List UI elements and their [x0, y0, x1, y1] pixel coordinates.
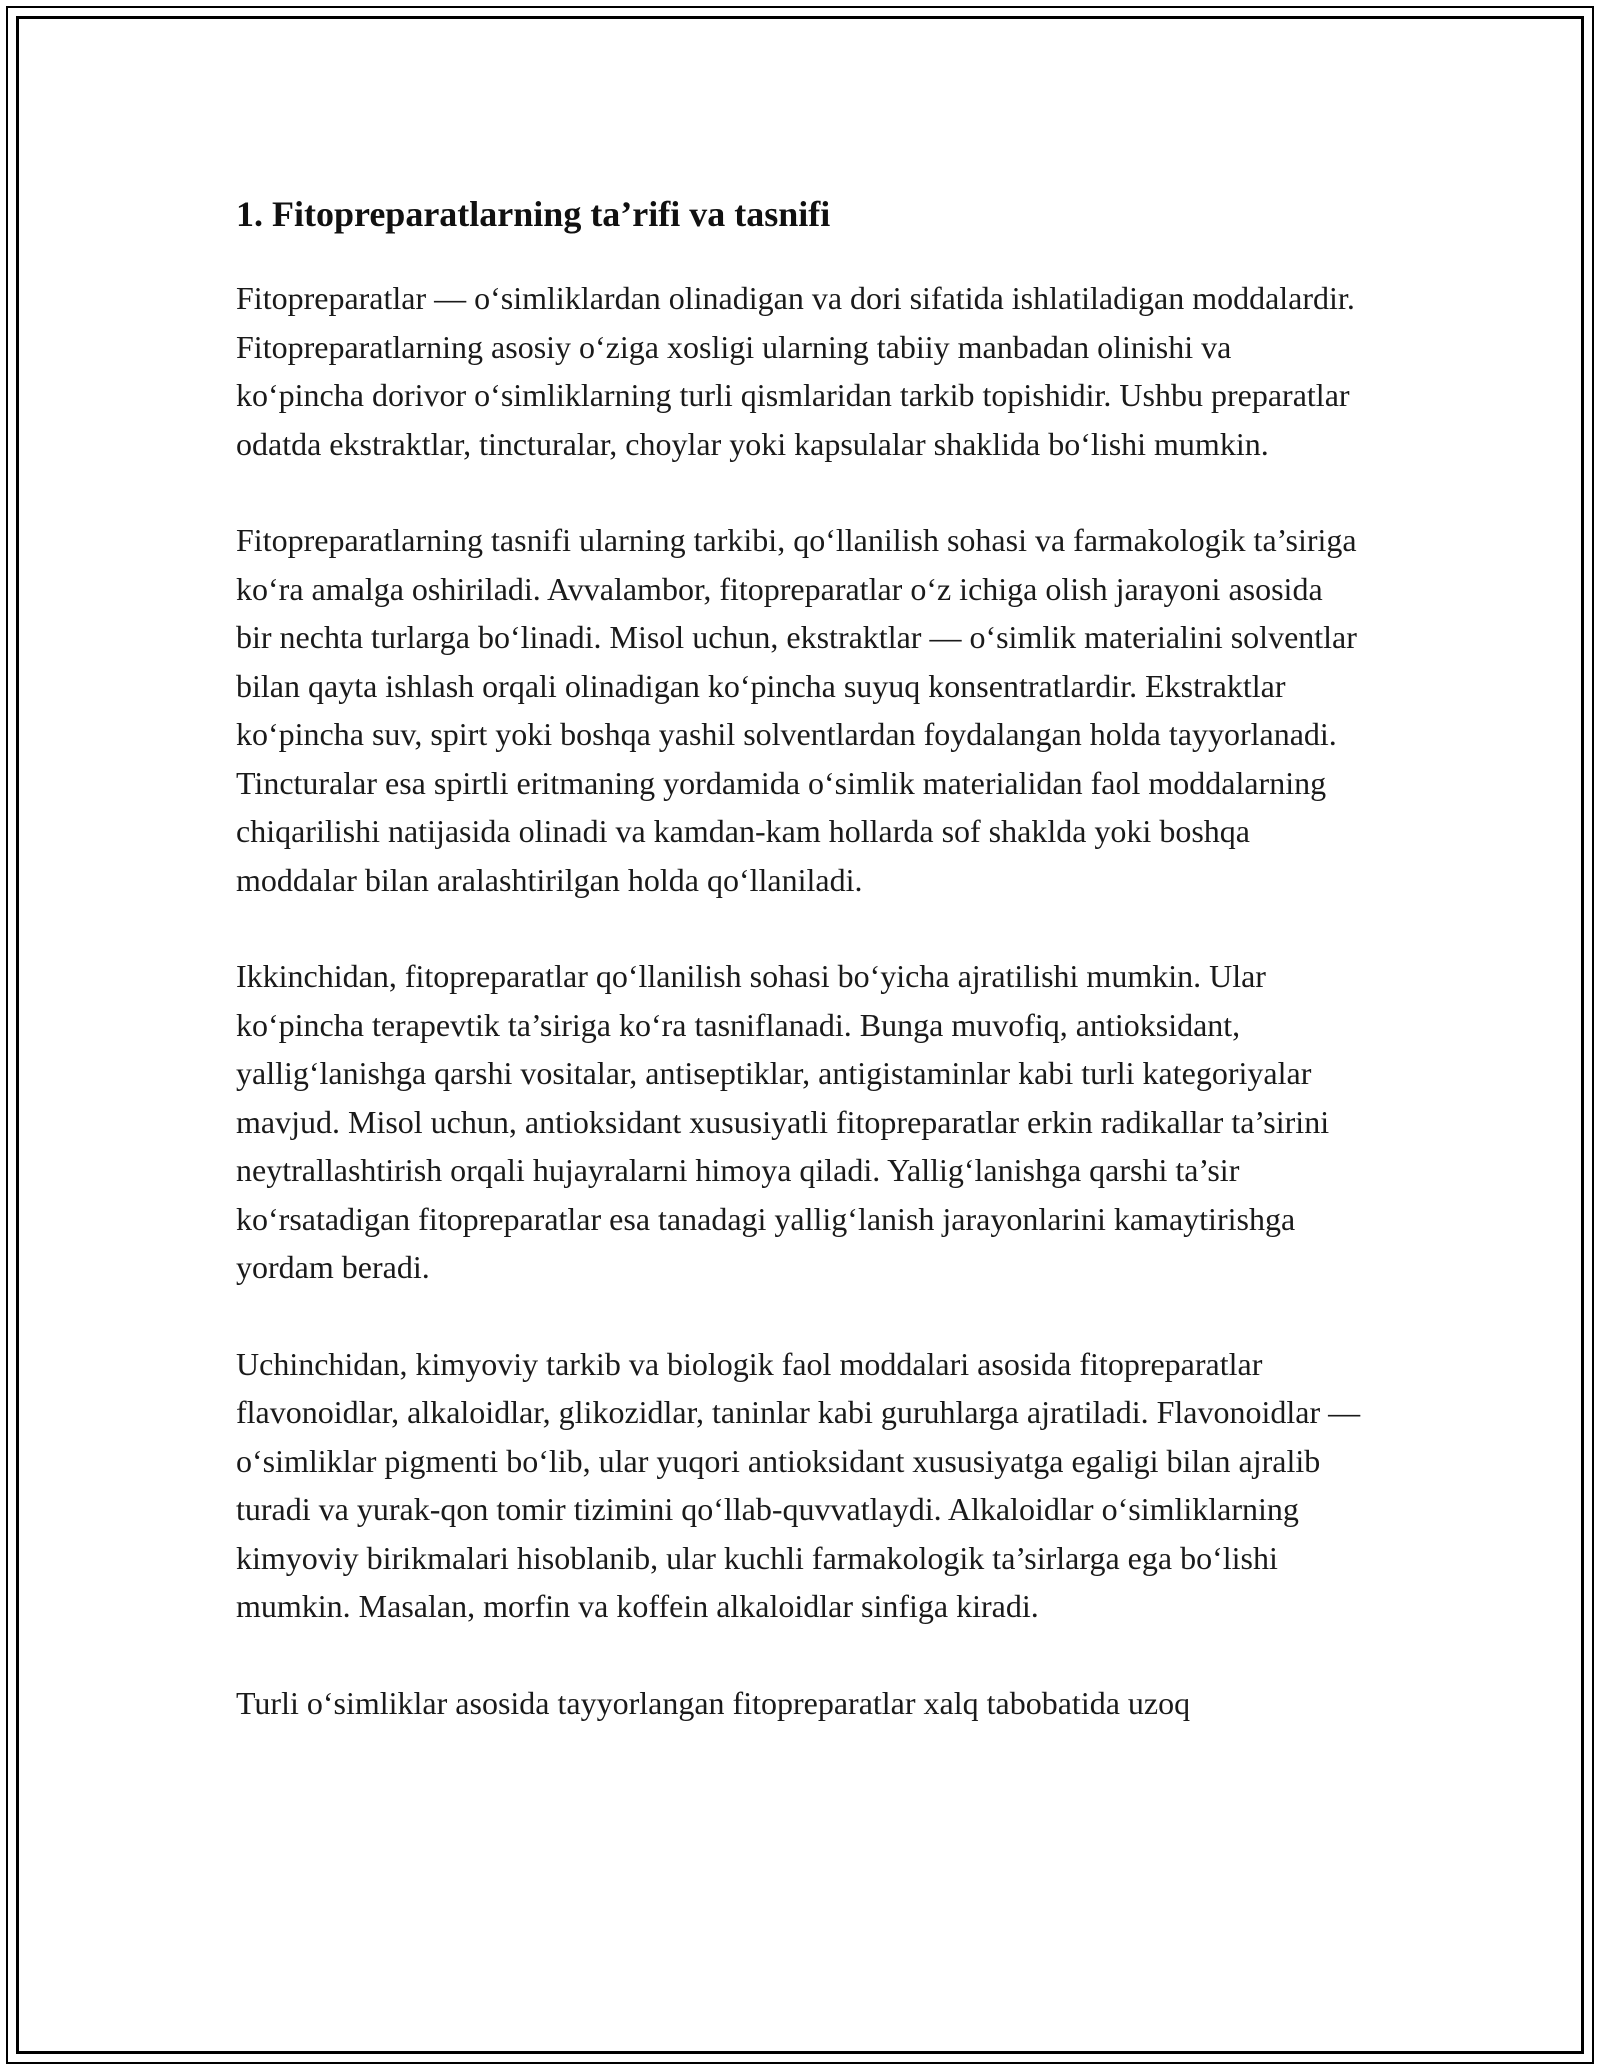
- paragraph-chemical-composition: Uchinchidan, kimyoviy tarkib va biologik faol moddalari asosida fitopreparatlar flavonoidlar, alkaloidlar, glikozidlar, taninlar kabi guruhlarga ajratiladi. Flavonoidlar — o‘simliklar pigmenti bo‘lib, ular yuqori antioksidant xususiyatga egaligi bilan ajralib turadi va yurak-qon tomir tizimini qo‘llab-quvvatlaydi. Alkaloidlar o‘simliklarning kimyoviy birikmalari hisoblanib, ular kuchli farmakologik ta’sirlarga ega bo‘lishi mumkin. Masalan, morfin va koffein alkaloidlar sinfiga kiradi.: [236, 1345, 1361, 1624]
- paragraph-classification: Fitopreparatlarning tasnifi ularning tarkibi, qo‘llanilish sohasi va farmakologik ta’siriga ko‘ra amalga oshiriladi. Avvalambor, fitopreparatlar o‘z ichiga olish jarayoni asosida bir nechta turlarga bo‘linadi. Misol uchun, ekstraktlar — o‘simlik materialini solventlar bilan qayta ishlash orqali olinadigan ko‘pincha suyuq konsentratlardir. Ekstraktlar ko‘pincha suv, spirt yoki boshqa yashil solventlardan foydalangan holda tayyorlanadi. Tincturalar esa spirtli eritmaning yordamida o‘simlik materialidan faol moddalarning chiqarilishi natijasida olinadi va kamdan-kam hollarda sof shakldа yoki boshqa moddalar bilan aralashtirilgan holda qo‘llaniladi.: [236, 522, 1357, 898]
- paragraph-application: Ikkinchidan, fitopreparatlar qo‘llanilish sohasi bo‘yicha ajratilishi mumkin. Ular ko‘pincha terapevtik ta’siriga ko‘ra tasniflanadi. Bunga muvofiq, antioksidant, yallig‘lanishga qarshi vositalar, antiseptiklar, antigistaminlar kabi turli kategoriyalar mavjud. Misol uchun, antioksidant xususiyatli fitopreparatlar erkin radikallar ta’sirini neytrallashtirish orqali hujayralarni himoya qiladi. Yallig‘lanishga qarshi ta’sir ko‘rsatadigan fitopreparatlar esa tanadagi yallig‘lanish jarayonlarini kamaytirishga yordam beradi.: [236, 958, 1330, 1285]
- document-body: [236, 186, 1366, 1775]
- paragraph-definition: Fitopreparatlar — o‘simliklardan olinadigan va dori sifatida ishlatiladigan moddalardir. Fitopreparatlarning asosiy o‘ziga xosligi ularning tabiiy manbadan olinishi va ko‘pincha dorivor o‘simliklarning turli qismlaridan tarkib topishidir. Ushbu preparatlar odatda ekstraktlar, tincturalar, choylar yoki kapsulalar shaklida bo‘lishi mumkin.: [236, 280, 1355, 462]
- paragraph-folk-medicine: Turli o‘simliklar asosida tayyorlangan fitopreparatlar xalq tabobatida uzoq: [236, 1684, 1191, 1721]
- section-title: 1. Fitopreparatlarning ta’rifi va tasnifi: [236, 194, 831, 234]
